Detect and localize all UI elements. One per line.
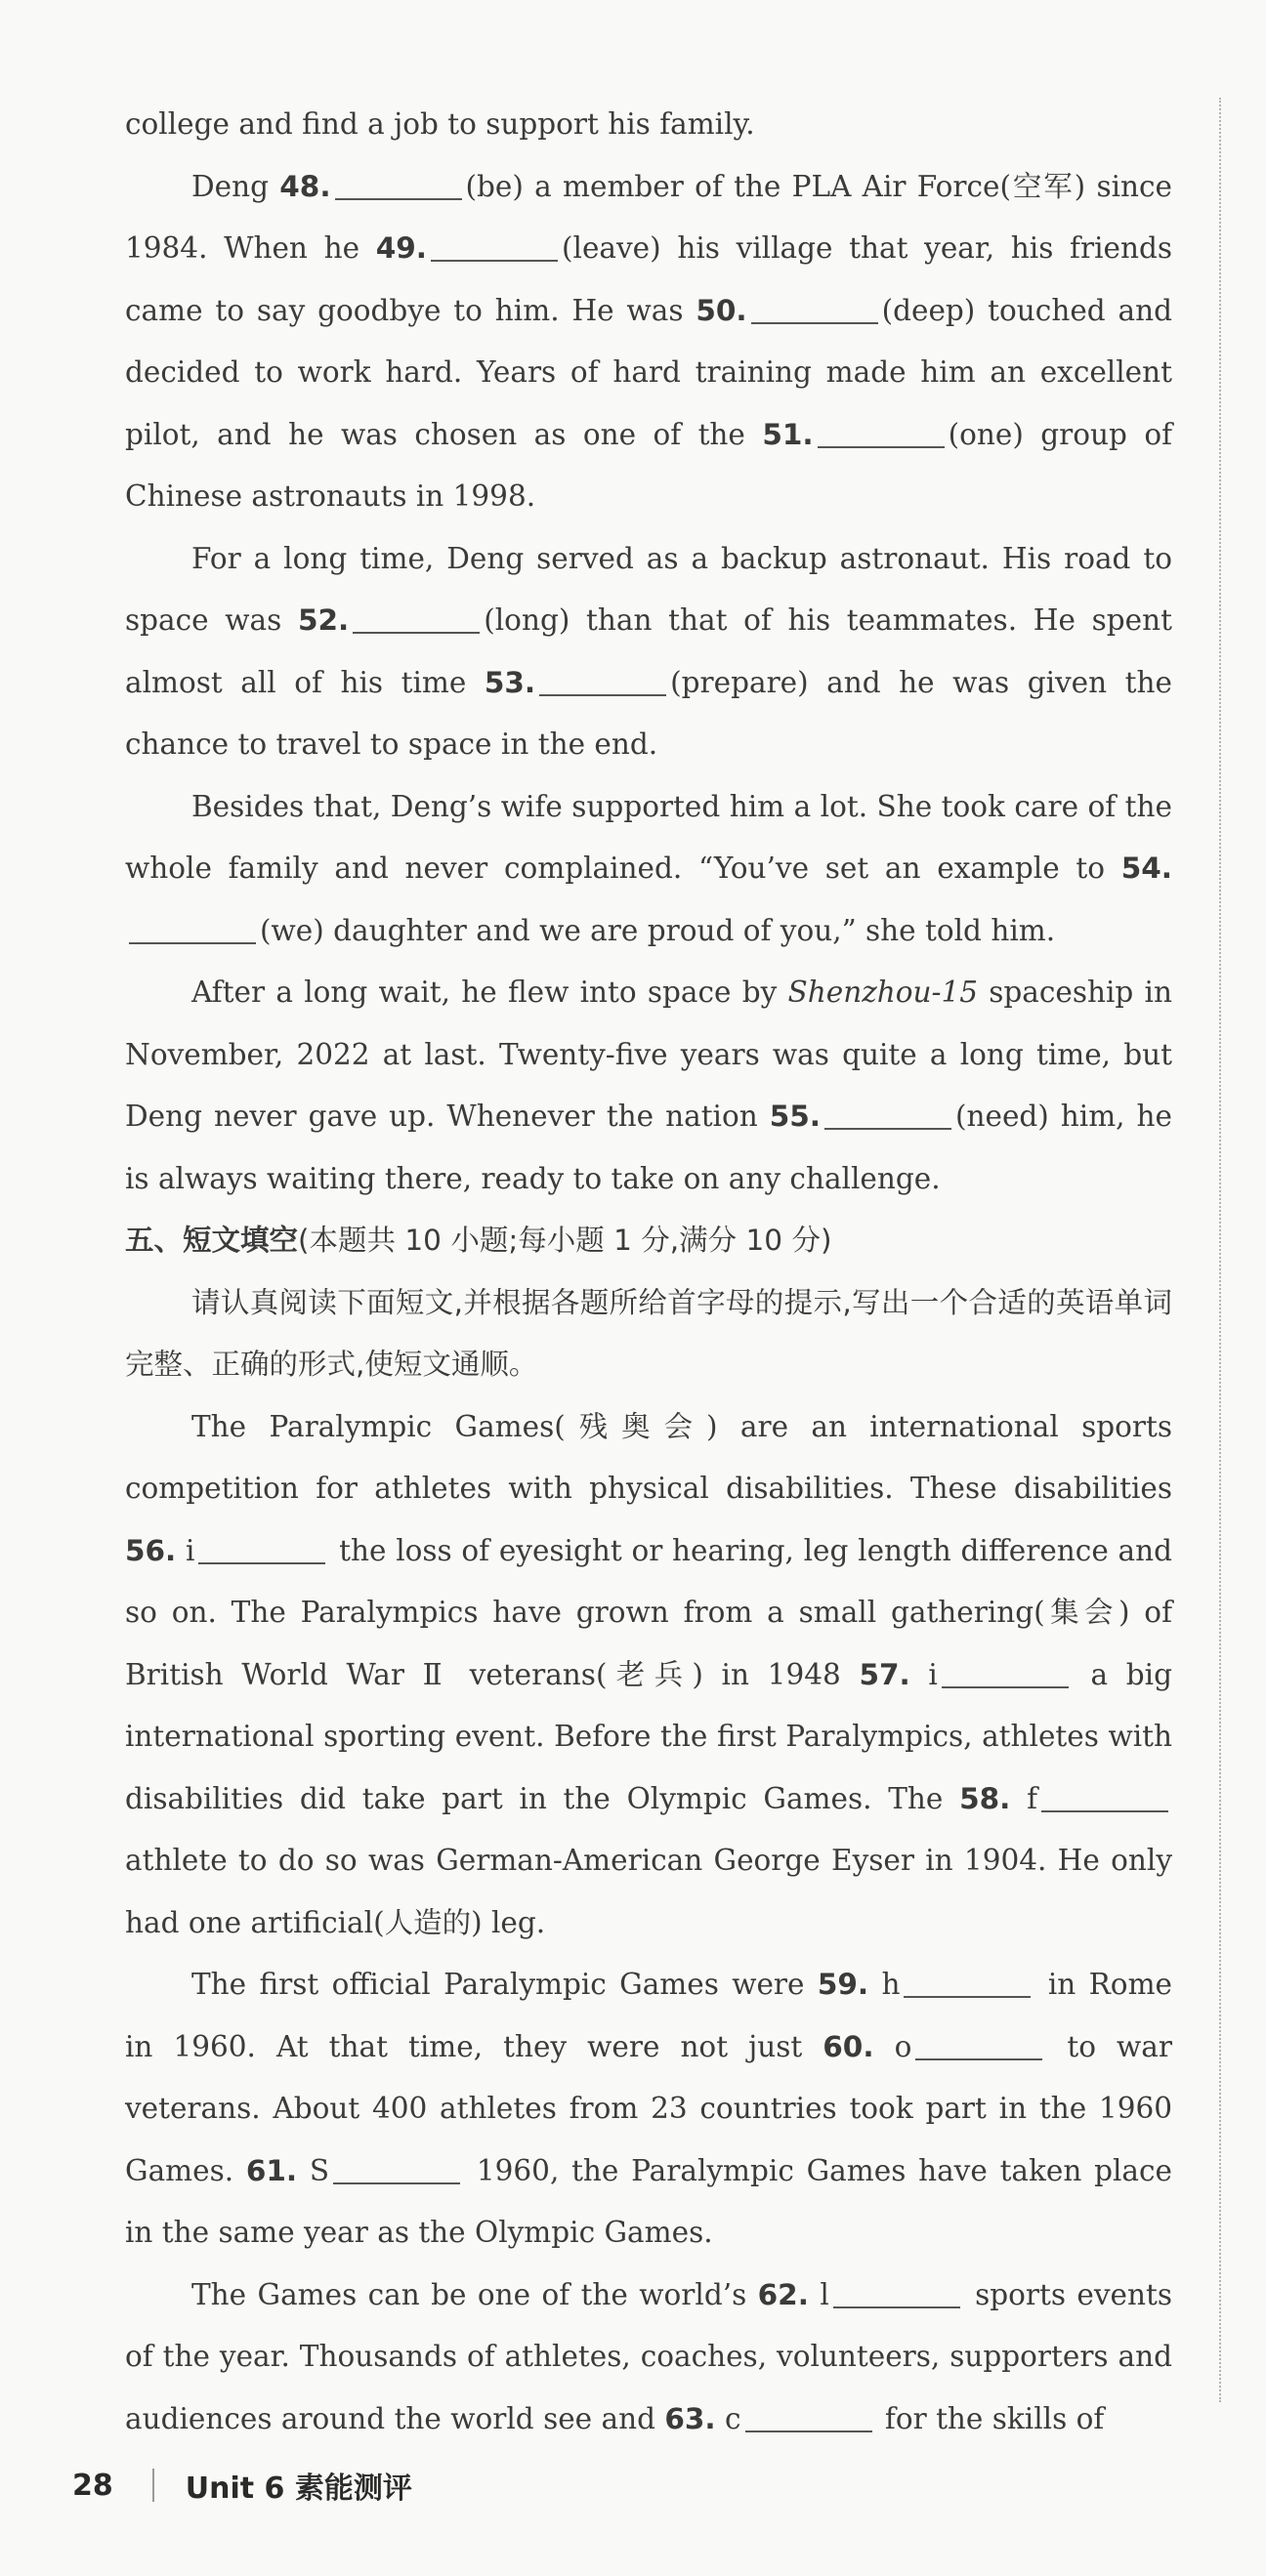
paragraph [125,776,1172,963]
question-number: 50. [696,293,747,327]
text: (prepare) and he was given the chance to travel to space in the end. [125,665,1172,761]
question-number: 62. [757,2277,809,2311]
answer-blank-52[interactable] [353,601,480,634]
paragraph [125,2264,1172,2451]
answer-blank-55[interactable] [824,1097,951,1130]
initial-letter: h [881,1968,901,2001]
text: For a long time, Deng served as a backup astronaut. His road to space was [125,541,1172,637]
answer-blank-51[interactable] [818,415,945,448]
text: (be) a member of the PLA Air Force(空军) since 1984. When he [125,169,1172,265]
question-number: 48. [279,169,331,203]
text: (leave) his village that year, his friends came to say goodbye to him. He was [125,231,1172,327]
section-heading [125,1210,1172,1272]
text: The first official Paralympic Games were [191,1968,818,2001]
question-number: 63. [664,2401,716,2435]
answer-blank-62[interactable] [833,2275,960,2308]
text: (long) than that of his teammates. He spent almost all of his time [125,603,1172,699]
question-number: 61. [245,2153,298,2187]
answer-blank-56[interactable] [198,1531,325,1564]
question-number: 54. [1120,852,1172,885]
paragraph [125,1396,1172,1955]
initial-letter: l [820,2277,829,2311]
answer-blank-60[interactable] [915,2027,1042,2060]
text: in Rome in 1960. At that time, they were not just [125,1968,1173,2063]
question-number: 52. [297,603,350,637]
answer-blank-49[interactable] [431,229,558,262]
paragraph [125,962,1172,1210]
answer-blank-50[interactable] [751,291,878,324]
question-number: 58. [959,1781,1011,1815]
text: (one) group of Chinese astronauts in 1998. [125,417,1172,513]
question-number: 57. [859,1657,910,1691]
margin-dotted-rule [1219,98,1221,2402]
initial-letter: i [186,1533,195,1567]
section-title: 五、短文填空 [125,1224,299,1257]
text: (we) daughter and we are proud of you,” she told him. [260,913,1056,947]
initial-letter: i [928,1657,938,1691]
question-number: 59. [817,1968,869,2001]
page-footer [72,2466,412,2505]
paragraph [125,1954,1172,2264]
answer-blank-61[interactable] [333,2151,460,2184]
paragraph [125,94,1172,156]
paragraph [125,156,1172,528]
answer-blank-53[interactable] [539,663,666,696]
question-number: 49. [375,231,428,265]
text: 1960, the Paralympic Games have taken place in the same year as the Olympic Games. [125,2153,1172,2249]
question-number: 51. [762,417,814,451]
text: (need) him, he is always waiting there, ready to take on any challenge. [125,1100,1172,1195]
text: a big international sporting event. Before the first Paralympics, athletes with disabilities did take part in the Olympic Games. The [125,1657,1172,1815]
question-number: 53. [484,665,536,699]
initial-letter: f [1027,1781,1037,1815]
unit-title: Unit 6 素能测评 [185,2472,412,2506]
page-number: 28 [72,2468,113,2503]
text: The Paralympic Games(残奥会) are an international sports competition for athletes with physical disabilities. These disabilities [125,1409,1172,1505]
initial-letter: S [309,2153,330,2187]
answer-blank-48[interactable] [335,167,462,200]
answer-blank-57[interactable] [942,1655,1069,1688]
text: The Games can be one of the world’s [191,2277,758,2311]
text: for the skills of [875,2401,1105,2435]
initial-letter: c [725,2401,741,2435]
answer-blank-58[interactable] [1041,1779,1168,1812]
answer-blank-63[interactable] [745,2399,872,2432]
text: Deng [191,169,280,203]
text: (deep) touched and decided to work hard. Years of hard training made him an excellent pilot, and he was chosen as one of the [125,293,1172,451]
text: college and find a job to support his family. [125,107,755,141]
instructions [125,1272,1172,1396]
spaceship-name: Shenzhou-15 [787,976,979,1009]
footer-divider [152,2469,154,2502]
question-number: 55. [769,1100,821,1133]
section-note: (本题共 10 小题;每小题 1 分,满分 10 分) [298,1224,832,1257]
paragraph [125,528,1172,776]
initial-letter: o [894,2029,912,2063]
question-number: 56. [125,1533,177,1567]
question-number: 60. [823,2029,874,2063]
text: spaceship in November, 2022 at last. Twenty-five years was quite a long time, but Deng never gave up. Whenever the nation [125,976,1172,1133]
page-content [125,94,1172,2450]
text: Besides that, Deng’s wife supported him a lot. She took care of the whole family and never complained. “You’ve set an example to [125,789,1172,885]
text: the loss of eyesight or hearing, leg length difference and so on. The Paralympics have grown from a small gathering(集会) of British World War Ⅱ veterans(老兵) in 1948 [125,1533,1172,1691]
answer-blank-59[interactable] [904,1965,1031,1998]
instructions-text: 请认真阅读下面短文,并根据各题所给首字母的提示,写出一个合适的英语单词完整、正确的形式,使短文通顺。 [125,1285,1172,1381]
text: athlete to do so was German-American George Eyser in 1904. He only had one artificial(人造的) leg. [125,1844,1172,1939]
text: sports events of the year. Thousands of athletes, coaches, volunteers, supporters and audiences around the world see and [125,2277,1172,2435]
answer-blank-54[interactable] [129,911,256,944]
text: After a long wait, he flew into space by [191,976,788,1009]
text: to war veterans. About 400 athletes from 23 countries took part in the 1960 Games. [125,2029,1172,2187]
